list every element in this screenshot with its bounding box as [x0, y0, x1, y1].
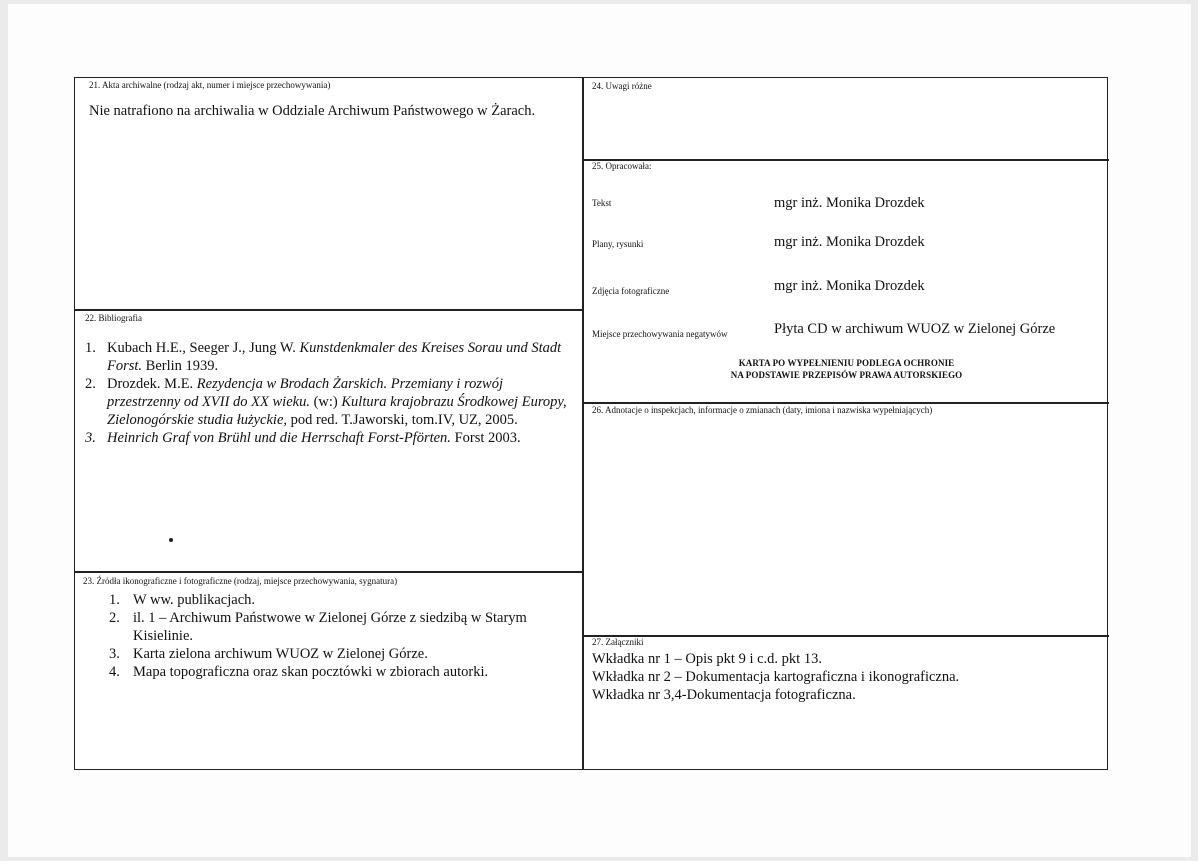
item-number: 4. — [109, 664, 120, 680]
section-24-remarks — [584, 78, 1109, 159]
item-text: Karta zielona archiwum WUOZ w Zielonej Górze. — [133, 646, 428, 662]
row-label-photos: Zdjęcia fotograficzne — [592, 286, 670, 296]
item-number: 1. — [109, 592, 120, 608]
section-23-iconographic-sources — [75, 573, 582, 769]
row-value-negatives: Płyta CD w archiwum WUOZ w Zielonej Górze — [774, 321, 1056, 337]
section-22-bibliography — [75, 310, 582, 571]
section-27-label: 27. Załączniki — [592, 637, 644, 647]
item-authors: Kubach H.E., Seeger J., Jung W. — [107, 340, 300, 356]
section-21-archival-records — [75, 78, 582, 309]
item-collection: Kultura krajobrazu Środkowej Europy, Zielonogórskie studia łużyckie, — [107, 394, 567, 428]
section-27-attachments — [584, 637, 1109, 769]
source-item — [109, 645, 569, 663]
section-26-label: 26. Adnotacje o inspekcjach, informacje o zmianach (daty, imiona i nazwiska wypełniających) — [592, 405, 933, 415]
section-25-label: 25. Opracowała: — [592, 161, 652, 171]
section-23-label: 23. Źródła ikonograficzne i fotograficzne (rodzaj, miejsce przechowywania, sygnatura) — [83, 576, 398, 586]
attachment-line: Wkładka nr 1 – Opis pkt 9 i c.d. pkt 13. — [592, 651, 822, 667]
source-item — [109, 663, 569, 681]
stray-dot — [169, 538, 173, 542]
bibliography-item — [85, 375, 573, 429]
item-text: W ww. publikacjach. — [133, 592, 256, 608]
item-number: 1. — [85, 340, 96, 356]
item-number: 3. — [109, 646, 120, 662]
section-25-prepared-by — [584, 161, 1109, 402]
row-value-text: mgr inż. Monika Drozdek — [774, 195, 925, 211]
item-number: 2. — [85, 376, 96, 392]
bibliography-item — [85, 339, 573, 375]
copyright-notice-line-1: KARTA PO WYPEŁNIENIU PODLEGA OCHRONIE — [738, 358, 955, 368]
item-text: Mapa topograficzna oraz skan pocztówki w zbiorach autorki. — [133, 664, 489, 680]
item-text: il. 1 – Archiwum Państwowe w Zielonej Górze z siedzibą w Starym Kisielinie. — [133, 610, 527, 644]
item-title: Kunstdenkmaler des Kreises Sorau und Stadt Forst. — [107, 340, 562, 374]
item-title: Heinrich Graf von Brühl und die Herrschaft Forst-Pförten. — [107, 430, 451, 446]
item-publisher: Berlin 1939. — [142, 358, 219, 374]
section-26-annotations — [584, 404, 1109, 635]
row-value-plans: mgr inż. Monika Drozdek — [774, 234, 925, 250]
row-value-photos: mgr inż. Monika Drozdek — [774, 278, 925, 294]
item-title: Rezydencja w Brodach Żarskich. Przemiany i rozwój przestrzenny od XVII do XX wieku. — [107, 376, 504, 410]
attachment-line: Wkładka nr 2 – Dokumentacja kartograficzna i ikonograficzna. — [592, 669, 960, 685]
bibliography-item — [85, 429, 573, 447]
source-item — [109, 609, 569, 645]
row-label-negatives: Miejsce przechowywania negatywów — [592, 329, 728, 339]
item-number: 2. — [109, 610, 120, 626]
row-label-plans: Plany, rysunki — [592, 239, 644, 249]
source-item — [109, 591, 569, 609]
item-in: (w:) — [309, 394, 342, 410]
copyright-notice — [584, 357, 1109, 381]
copyright-notice-line-2: NA PODSTAWIE PRZEPISÓW PRAWA AUTORSKIEGO — [730, 370, 963, 380]
section-22-label: 22. Bibliografia — [85, 313, 142, 323]
section-21-label: 21. Akta archiwalne (rodzaj akt, numer i miejsce przechowywania) — [89, 80, 331, 90]
item-publisher: pod red. T.Jaworski, tom.IV, UZ, 2005. — [287, 412, 518, 428]
section-24-label: 24. Uwagi różne — [592, 81, 652, 91]
item-number: 3. — [85, 430, 96, 446]
row-label-text: Tekst — [592, 198, 612, 208]
sources-list — [109, 591, 569, 681]
section-21-text: Nie natrafiono na archiwalia w Oddziale Archiwum Państwowego w Żarach. — [89, 103, 536, 119]
item-publisher: Forst 2003. — [450, 430, 521, 446]
item-authors: Drozdek. M.E. — [107, 376, 197, 392]
attachment-line: Wkładka nr 3,4-Dokumentacja fotograficzna. — [592, 687, 856, 703]
form-grid — [74, 77, 1108, 770]
bibliography-list — [85, 339, 573, 447]
